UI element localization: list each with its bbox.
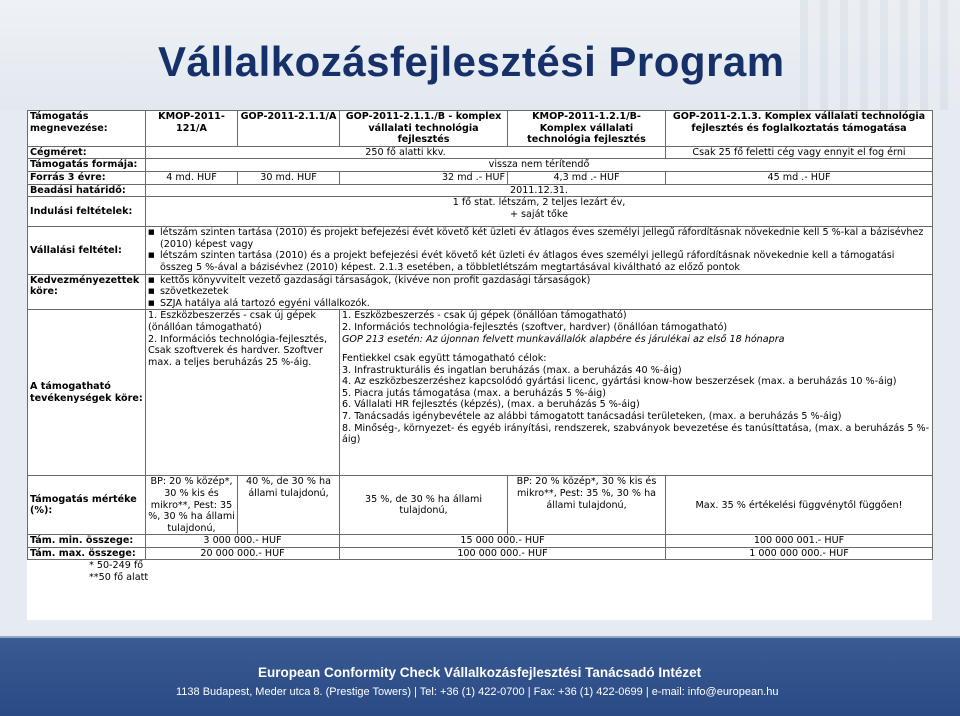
row-label-kedvezmenyezettek: Kedvezményezettek köre: (28, 274, 146, 310)
tevekenyseg-right-item (342, 345, 930, 353)
kedvezmenyezettek-value (146, 274, 933, 310)
indulasi-line-2: + saját tőke (509, 208, 569, 220)
indulasi-line-1: 1 fő stat. létszám, 2 teljes lezárt év, (452, 197, 626, 209)
table-row-mertek (28, 476, 933, 535)
forras-value-5: 45 md .- HUF (666, 171, 933, 184)
tevekenyseg-left-item: 1. Eszközbeszerzés - csak új gépek (önállóan támogatható) (148, 310, 316, 333)
tevekenyseg-right-item: 3. Infrastrukturális és ingatlan beruházás (max. a beruházás 40 %-áig) (342, 364, 682, 376)
mertek-col-5: Max. 35 % értékelési függvénytől függően! (666, 476, 933, 535)
tevekenyseg-right-item: GOP 213 esetén: Az újonnan felvett munkavállalók alapbére és járulékai az első 18 hónapra (342, 333, 785, 345)
tevekenyseg-right-item: 7. Tanácsadás igénybevétele az alábbi támogatott tanácsadási területeken, (max. a beruházás 5 %-áig) (342, 411, 842, 423)
tevekenyseg-left-item: 2. Információs technológia-fejlesztés, Csak szoftverek és hardver. Szoftver max. a teljes beruházás 25 %-áig. (148, 333, 328, 368)
forras-value-3: 32 md .- HUF (340, 171, 508, 184)
table-row-kedvezmenyezettek (28, 274, 933, 310)
mertek-col-4: BP: 20 % közép*, 30 % kis és mikro**, Pest: 35 %, 30 % ha állami tulajdonú, (508, 476, 666, 535)
table-row-max (28, 547, 933, 560)
tevekenyseg-right-item: 6. Vállalati HR fejlesztés (képzés), (max. a beruházás 5 %-áig) (342, 399, 640, 411)
row-label-indulasi: Indulási feltételek: (28, 197, 146, 227)
tevekenyseg-right-item: 2. Információs technológia-fejlesztés (szoftver, hardver) (önállóan támogatható) (342, 321, 728, 333)
tevekenyseg-right-item: 1. Eszközbeszerzés - csak új gépek (önállóan támogatható) (342, 310, 627, 322)
footer-organization: European Conformity Check Vállalkozásfejlesztési Tanácsadó Intézet (258, 665, 702, 680)
vallalasi-item: ■ létszám szinten tartása (2010) és a projekt befejezési évét követő két üzleti év átlagos éves személyi jellegű ráfordításnak növekednie kell a támogatási összeg 5 %-ával a bázisévhez (2010) képest. 2.1.3 esetében, a többletlétszám megtartásával kiváltható az előző pontok (148, 250, 930, 273)
row-label-mertek: Támogatás mértéke (%): (28, 476, 146, 535)
row-label-hatarido: Beadási határidő: (28, 184, 146, 197)
max-value-2: 100 000 000.- HUF (340, 547, 666, 560)
cegmeret-left: 250 fő alatti kkv. (146, 146, 666, 159)
mertek-col-2: 40 %, de 30 % ha állami tulajdonú, (238, 476, 340, 535)
tevekenysegek-left (146, 310, 340, 476)
program-table (27, 110, 933, 560)
table-row-cegmeret (28, 146, 933, 159)
min-value-1: 3 000 000.- HUF (146, 535, 340, 548)
vallalasi-value (146, 227, 933, 274)
forras-value-2: 30 md. HUF (238, 171, 340, 184)
program-table-panel (27, 110, 932, 620)
table-row-vallalasi (28, 227, 933, 274)
tevekenyseg-right-item: 8. Minőség-, környezet- és egyéb irányítási, rendszerek, szabványok bevezetése és tanúsíttatása, (max. a beruházás 5 %-áig) (342, 422, 930, 446)
forras-value-4: 4,3 md .- HUF (508, 171, 666, 184)
forras-value-1: 4 md. HUF (146, 171, 238, 184)
mertek-col-3: 35 %, de 30 % ha állami tulajdonú, (340, 476, 508, 535)
min-value-2: 15 000 000.- HUF (340, 535, 666, 548)
col-kmop-121a: KMOP-2011-121/A (146, 111, 238, 147)
col-gop-213: GOP-2011-2.1.3. Komplex vállalati technológia fejlesztés és foglalkoztatás támogatása (666, 111, 933, 147)
forma-value: vissza nem térítendő (146, 159, 933, 172)
kedvezmenyezett-item: ■ SZJA hatálya alá tartozó egyéni vállalkozók. (148, 298, 930, 310)
footnote-2: **50 fő alatt (89, 572, 149, 584)
mertek-col-1: BP: 20 % közép*, 30 % kis és mikro**, Pest: 35 %, 30 % ha állami tulajdonú, (146, 476, 238, 535)
page-title: Vállalkozásfejlesztési Program (158, 38, 785, 85)
row-label-tevekenysegek: A támogatható tevékenységek köre: (28, 310, 146, 476)
kedvezmenyezett-item: ■ szövetkezetek (148, 286, 930, 298)
col-gop-211b: GOP-2011-2.1.1./B - komplex vállalati technológia fejlesztés (340, 111, 508, 147)
tevekenyseg-right-item: Fentiekkel csak együtt támogatható célok: (342, 353, 547, 365)
tevekenyseg-right-item: 5. Piacra jutás támogatása (max. a beruházás 5 %-áig) (342, 387, 607, 399)
kedvezmenyezett-item: ■ kettős könyvvitelt vezető gazdasági társaságok, (kivéve non profit gazdasági társaságok) (148, 275, 930, 287)
row-label-cegmeret: Cégméret: (28, 146, 146, 159)
row-label-megnevezes: Támogatás megnevezése: (28, 111, 146, 147)
table-row-forma (28, 159, 933, 172)
indulasi-value (146, 197, 933, 227)
max-value-3: 1 000 000 000.- HUF (666, 547, 933, 560)
footer-contact: 1138 Budapest, Meder utca 8. (Prestige Towers) | Tel: +36 (1) 422-0700 | Fax: +36 (1) 422-0699 | e-mail: info@european.hu (176, 686, 779, 698)
row-label-max: Tám. max. összege: (28, 547, 146, 560)
tevekenysegek-right (340, 310, 933, 476)
hatarido-value: 2011.12.31. (146, 184, 933, 197)
table-row-indulasi (28, 197, 933, 227)
min-value-3: 100 000 001.- HUF (666, 535, 933, 548)
cegmeret-right: Csak 25 fő feletti cég vagy ennyit el fog érni (666, 146, 933, 159)
max-value-1: 20 000 000.- HUF (146, 547, 340, 560)
vallalasi-item: ■ létszám szinten tartása (2010) és projekt befejezési évét követő két üzleti év átlagos éves személyi jellegű ráfordításnak növekednie kell 5 %-kal a bázisévhez (2010) képest vagy (148, 227, 930, 250)
table-row-header (28, 111, 933, 147)
col-kmop-121b: KMOP-2011-1.2.1/B-Komplex vállalati technológia fejlesztés (508, 111, 666, 147)
table-row-forras (28, 171, 933, 184)
decorative-banknote-strip (800, 0, 960, 110)
col-gop-211a: GOP-2011-2.1.1/A (238, 111, 340, 147)
footnote-1: * 50-249 fő (89, 560, 144, 572)
tevekenyseg-right-item: 4. Az eszközbeszerzéshez kapcsolódó gyártási licenc, gyártási know-how beszerzések (max. a beruházás 10 %-áig) (342, 376, 897, 388)
row-label-vallalasi: Vállalási feltétel: (28, 227, 146, 274)
table-row-min (28, 535, 933, 548)
footnotes (27, 560, 932, 583)
table-row-tevekenysegek (28, 310, 933, 476)
table-row-hatarido (28, 184, 933, 197)
row-label-min: Tám. min. összege: (28, 535, 146, 548)
row-label-forras: Forrás 3 évre: (28, 171, 146, 184)
row-label-forma: Támogatás formája: (28, 159, 146, 172)
